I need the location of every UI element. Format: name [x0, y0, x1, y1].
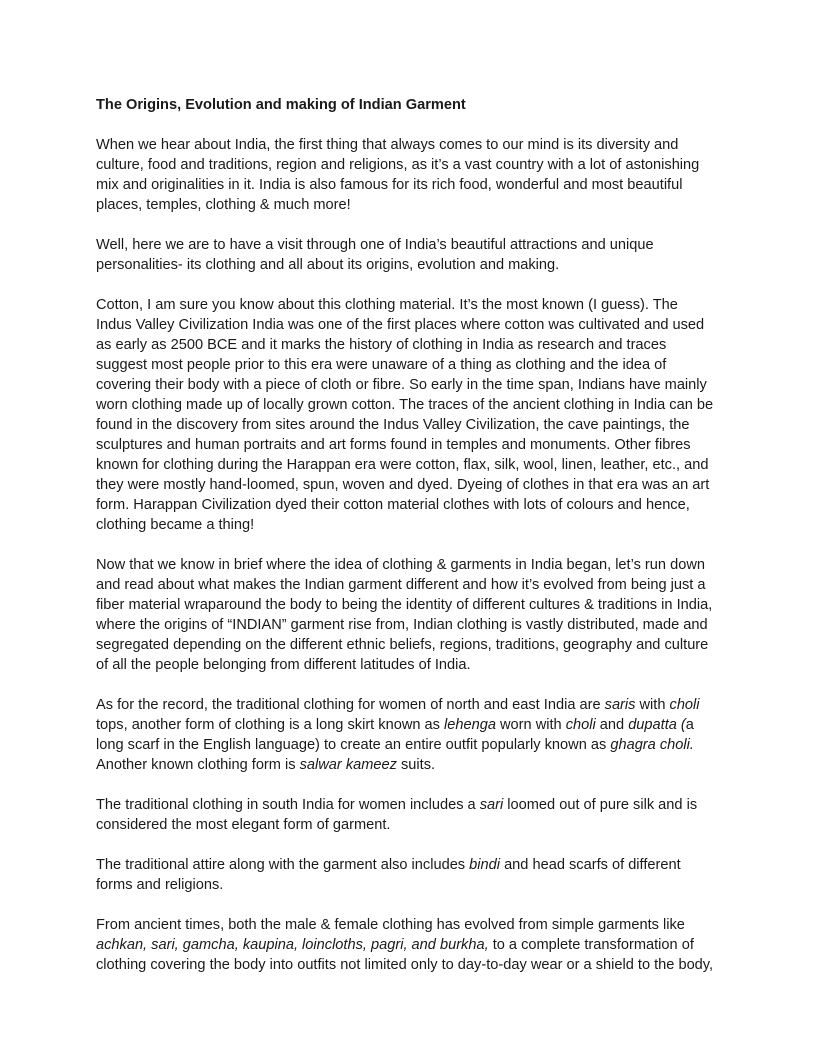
text-run: they were mostly hand-loomed, spun, woven and dyed. Dyeing of clothes in that era was an art: [96, 477, 710, 493]
paragraph-line: [96, 875, 720, 895]
paragraph-line: [96, 175, 720, 195]
text-run: with: [635, 697, 670, 713]
paragraph-line: [96, 155, 720, 175]
document-page: [96, 95, 720, 995]
document-title: The Origins, Evolution and making of Indian Garment: [96, 97, 466, 113]
paragraph-line: [96, 195, 720, 215]
paragraph-line: [96, 855, 720, 875]
text-run: considered the most elegant form of garment.: [96, 817, 391, 833]
paragraph-line: [96, 355, 720, 375]
text-run: worn clothing made up of locally grown cotton. The traces of the ancient clothing in India can be: [96, 397, 714, 413]
paragraph-line: [96, 735, 720, 755]
text-run: known for clothing during the Harappan era were cotton, flax, silk, wool, linen, leather, etc., and: [96, 457, 709, 473]
text-run: loomed out of pure silk and is: [503, 797, 698, 813]
paragraph-5: [96, 695, 720, 775]
text-run: a: [685, 717, 694, 733]
paragraph-line: [96, 955, 720, 975]
paragraph-line: [96, 935, 720, 955]
paragraph-line: [96, 915, 720, 935]
italic-term: salwar kameez: [299, 757, 397, 773]
text-run: mix and originalities in it. India is also famous for its rich food, wonderful and most beautiful: [96, 177, 683, 193]
text-run: Cotton, I am sure you know about this clothing material. It’s the most known (I guess). The: [96, 297, 678, 313]
paragraph-line: [96, 655, 720, 675]
text-run: Another known clothing form is: [96, 757, 300, 773]
text-run: As for the record, the traditional clothing for women of north and east India are: [96, 697, 605, 713]
text-run: Indus Valley Civilization India was one of the first places where cotton was cultivated and used: [96, 317, 705, 333]
paragraph-6: [96, 795, 720, 835]
paragraph-line: [96, 475, 720, 495]
paragraph-line: [96, 455, 720, 475]
text-run: suggest most people prior to this era were unaware of a thing as clothing and the idea of: [96, 357, 667, 373]
text-run: Well, here we are to have a visit through one of India’s beautiful attractions and unique: [96, 237, 654, 253]
text-run: When we hear about India, the first thing that always comes to our mind is its diversity and: [96, 137, 679, 153]
text-run: and head scarfs of different: [500, 857, 681, 873]
paragraph-line: [96, 615, 720, 635]
text-run: where the origins of “INDIAN” garment rise from, Indian clothing is vastly distributed, made and: [96, 617, 708, 633]
text-run: long scarf in the English language) to create an entire outfit popularly known as: [96, 737, 611, 753]
paragraph-line: [96, 435, 720, 455]
italic-term: saris: [604, 697, 636, 713]
paragraph-line: [96, 255, 720, 275]
paragraph-line: [96, 315, 720, 335]
text-run: personalities- its clothing and all about its origins, evolution and making.: [96, 257, 560, 273]
text-run: From ancient times, both the male & female clothing has evolved from simple garments like: [96, 917, 685, 933]
paragraph-line: [96, 595, 720, 615]
text-run: and read about what makes the Indian garment different and how it’s evolved from being just a: [96, 577, 706, 593]
text-run: as early as 2500 BCE and it marks the history of clothing in India as research and traces: [96, 337, 667, 353]
text-run: culture, food and traditions, region and religions, as it’s a vast country with a lot of astonishing: [96, 157, 700, 173]
paragraph-line: [96, 555, 720, 575]
italic-term: choli: [565, 717, 596, 733]
paragraph-line: [96, 575, 720, 595]
italic-term: ghagra choli.: [610, 737, 694, 753]
text-run: forms and religions.: [96, 877, 224, 893]
italic-term: lehenga: [444, 717, 496, 733]
paragraph-line: [96, 635, 720, 655]
paragraph-line: [96, 235, 720, 255]
text-run: clothing covering the body into outfits not limited only to day-to-day wear or a shield to the body,: [96, 957, 714, 973]
paragraph-line: [96, 695, 720, 715]
text-run: The traditional attire along with the garment also includes: [96, 857, 470, 873]
text-run: The traditional clothing in south India for women includes a: [96, 797, 480, 813]
paragraph-4: [96, 555, 720, 675]
text-run: and: [595, 717, 629, 733]
text-run: to a complete transformation of: [488, 937, 694, 953]
paragraph-line: [96, 295, 720, 315]
italic-term: sari: [479, 797, 504, 813]
paragraph-7: [96, 855, 720, 895]
text-run: segregated depending on the different ethnic beliefs, regions, traditions, geography and culture: [96, 637, 709, 653]
text-run: clothing became a thing!: [96, 517, 255, 533]
text-run: covering their body with a piece of cloth or fibre. So early in the time span, Indians have mainly: [96, 377, 707, 393]
paragraph-line: [96, 335, 720, 355]
italic-term: choli: [669, 697, 700, 713]
paragraph-3: [96, 295, 720, 535]
text-run: fiber material wraparound the body to being the identity of different cultures & traditions in India,: [96, 597, 713, 613]
paragraph-line: [96, 795, 720, 815]
text-run: sculptures and human portraits and art forms found in temples and monuments. Other fibres: [96, 437, 691, 453]
text-run: Now that we know in brief where the idea of clothing & garments in India began, let’s run down: [96, 557, 705, 573]
paragraph-line: [96, 135, 720, 155]
paragraph-line: [96, 715, 720, 735]
italic-term: achkan, sari, gamcha, kaupina, loincloths, pagri, and burkha,: [96, 937, 489, 953]
paragraph-line: [96, 495, 720, 515]
paragraph-line: [96, 415, 720, 435]
paragraph-line: [96, 395, 720, 415]
paragraph-8: [96, 915, 720, 975]
document-body: [96, 135, 720, 975]
italic-term: dupatta (: [628, 717, 686, 733]
text-run: of all the people belonging from different latitudes of India.: [96, 657, 471, 673]
text-run: suits.: [396, 757, 436, 773]
paragraph-line: [96, 815, 720, 835]
paragraph-1: [96, 135, 720, 215]
text-run: found in the discovery from sites around the Indus Valley Civilization, the cave paintings, the: [96, 417, 690, 433]
italic-term: bindi: [469, 857, 501, 873]
text-run: tops, another form of clothing is a long skirt known as: [96, 717, 444, 733]
text-run: places, temples, clothing & much more!: [96, 197, 351, 213]
paragraph-line: [96, 755, 720, 775]
paragraph-line: [96, 515, 720, 535]
text-run: form. Harappan Civilization dyed their cotton material clothes with lots of colours and hence,: [96, 497, 690, 513]
paragraph-line: [96, 375, 720, 395]
text-run: worn with: [495, 717, 566, 733]
paragraph-2: [96, 235, 720, 275]
